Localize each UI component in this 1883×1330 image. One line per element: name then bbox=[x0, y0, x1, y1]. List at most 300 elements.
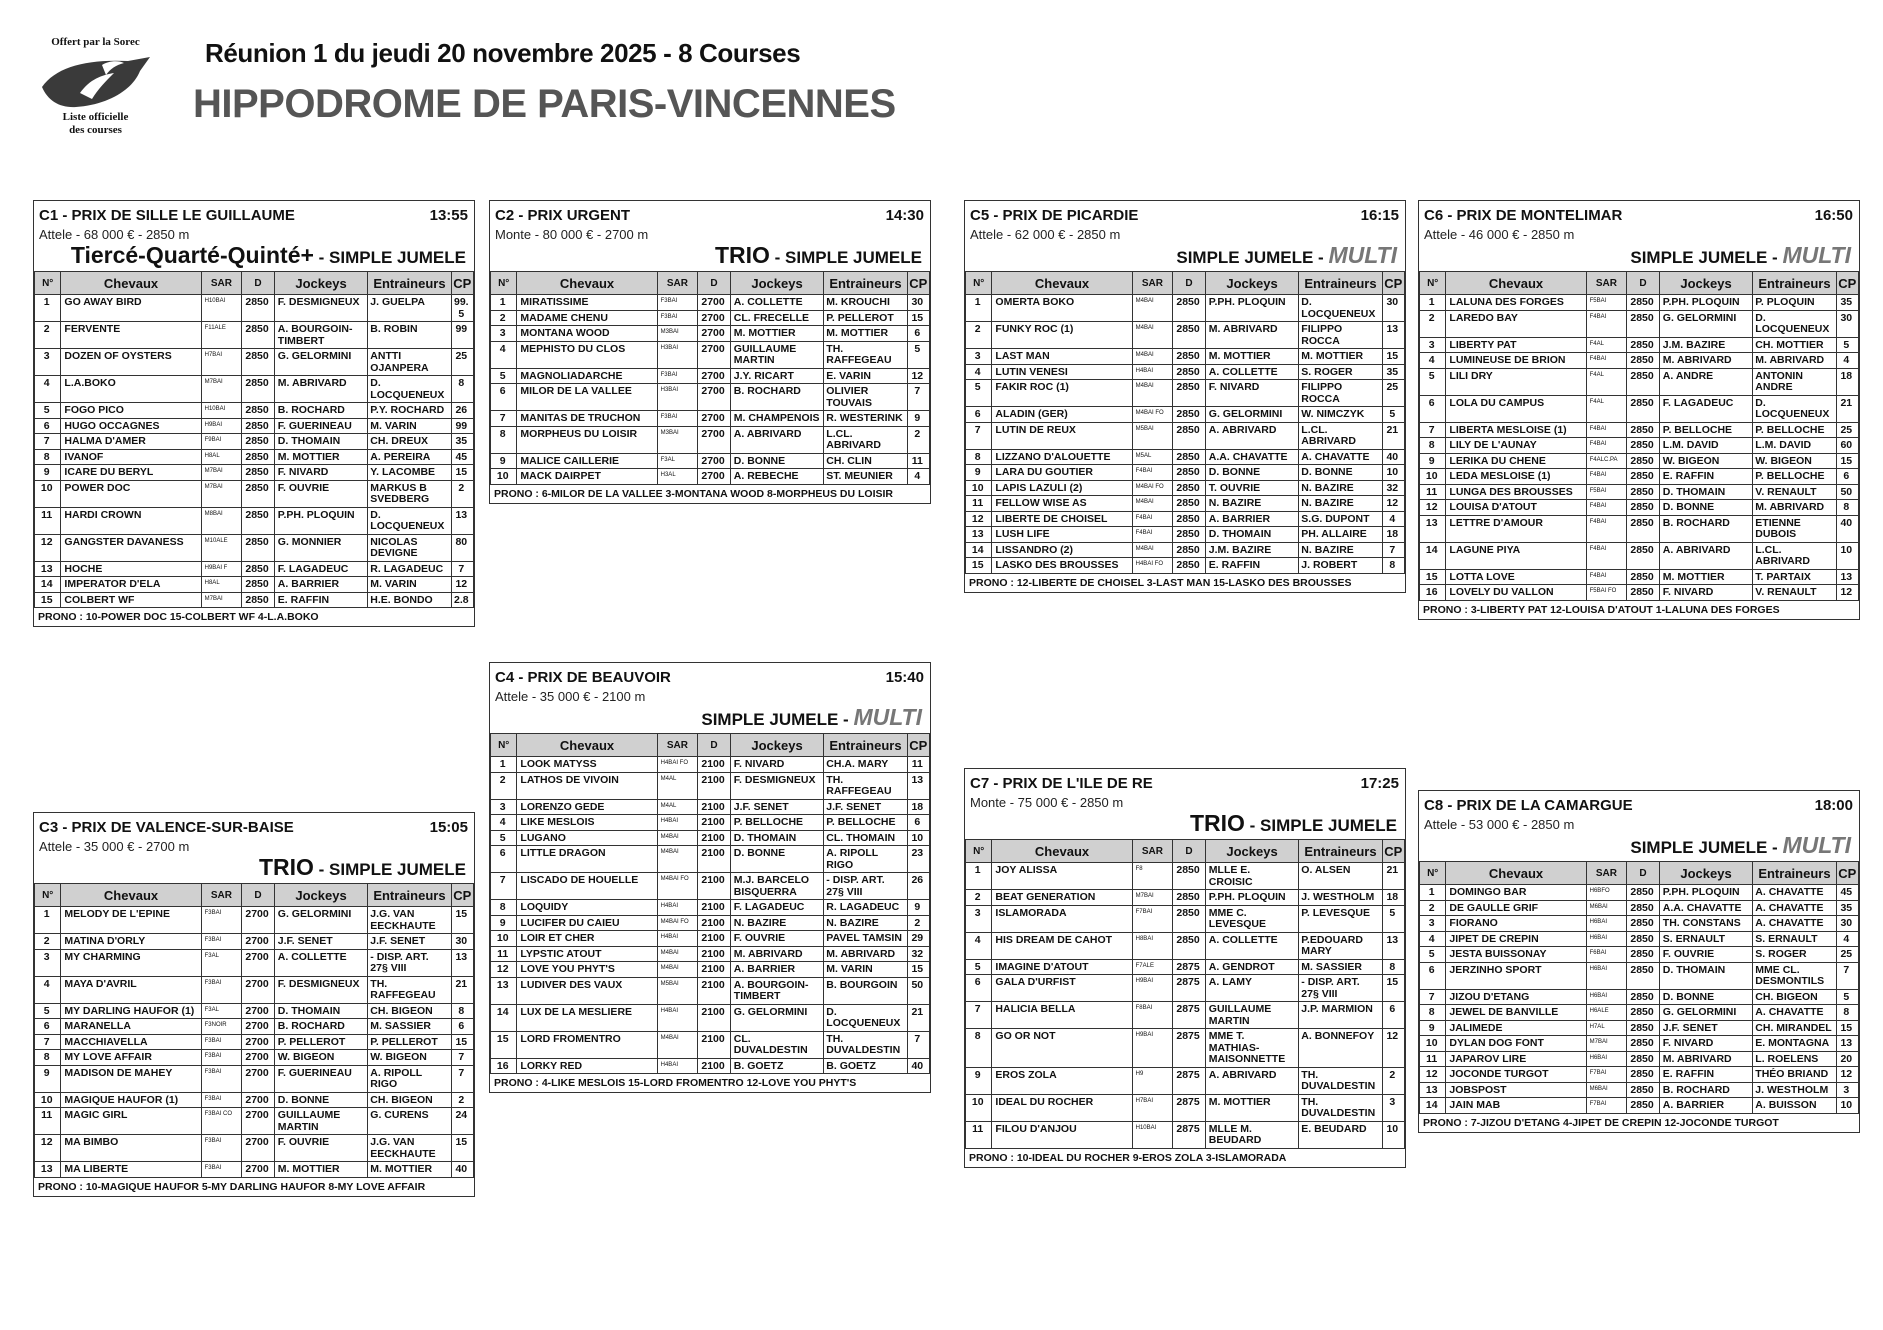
runner-jockey: P.PH. PLOQUIN bbox=[1659, 295, 1752, 311]
runner-sar: M7BAI bbox=[201, 480, 242, 507]
runner-row bbox=[491, 946, 930, 962]
runner-d: 2700 bbox=[698, 295, 731, 311]
runner-d: 2100 bbox=[698, 772, 731, 799]
runner-jockey: F. GUERINEAU bbox=[274, 418, 367, 434]
runner-cp: 7 bbox=[451, 561, 473, 577]
runner-horse: LUGANO bbox=[517, 830, 657, 846]
runner-jockey: G. GELORMINI bbox=[1659, 310, 1752, 337]
runner-n: 3 bbox=[966, 905, 992, 932]
runner-row bbox=[966, 905, 1405, 932]
runner-d: 2100 bbox=[698, 846, 731, 873]
runner-trainer: A. CHAVATTE bbox=[1753, 900, 1836, 916]
runner-trainer: M. MOTTIER bbox=[1299, 349, 1382, 365]
runner-row bbox=[1420, 515, 1859, 542]
runner-d: 2850 bbox=[1627, 1082, 1660, 1098]
runner-n: 9 bbox=[35, 465, 61, 481]
runner-horse: LAST MAN bbox=[992, 349, 1132, 365]
race-header bbox=[1419, 201, 1859, 224]
runner-trainer: S.G. DUPONT bbox=[1299, 511, 1382, 527]
runner-d: 2875 bbox=[1173, 1121, 1206, 1148]
runner-d: 2850 bbox=[1627, 295, 1660, 311]
runner-n: 12 bbox=[966, 511, 992, 527]
runner-jockey: A. ABRIVARD bbox=[730, 426, 823, 453]
runner-horse: LITTLE DRAGON bbox=[517, 846, 657, 873]
runner-cp: 7 bbox=[907, 384, 929, 411]
runner-cp: 12 bbox=[1382, 1029, 1404, 1068]
runner-sar: F4BAI bbox=[1586, 542, 1627, 569]
bet-types bbox=[1419, 832, 1859, 861]
logo-bottom-text-2: des courses bbox=[69, 124, 122, 136]
runner-jockey: P. PELLEROT bbox=[274, 1034, 367, 1050]
runner-horse: LOQUIDY bbox=[517, 900, 657, 916]
runner-row bbox=[1420, 1051, 1859, 1067]
runner-trainer: M. KROUCHI bbox=[824, 295, 907, 311]
runner-horse: JIPET DE CREPIN bbox=[1446, 931, 1586, 947]
runner-sar: M4BAI FO bbox=[1132, 480, 1173, 496]
runner-d: 2850 bbox=[1173, 349, 1206, 365]
runner-trainer: CH. MIRANDEL bbox=[1753, 1020, 1836, 1036]
runner-jockey: A. ABRIVARD bbox=[1659, 542, 1752, 569]
runner-sar: F4BAI bbox=[1586, 469, 1627, 485]
runner-jockey: G. MONNIER bbox=[274, 534, 367, 561]
runner-cp: 25 bbox=[1836, 947, 1858, 963]
runner-sar: H4BAI bbox=[657, 1058, 698, 1074]
runner-trainer: B. GOETZ bbox=[824, 1058, 907, 1074]
runner-row bbox=[491, 341, 930, 368]
race-time: 13:55 bbox=[429, 207, 468, 224]
runner-row bbox=[966, 527, 1405, 543]
runner-sar: F4BAI bbox=[1586, 353, 1627, 369]
race-title bbox=[1424, 797, 1633, 814]
runner-d: 2850 bbox=[1173, 480, 1206, 496]
bet-type-label: TRIO bbox=[714, 242, 770, 268]
race-title bbox=[39, 207, 295, 224]
runner-d: 2850 bbox=[1173, 496, 1206, 512]
runner-d: 2700 bbox=[698, 310, 731, 326]
bet-type-label: - SIMPLE JUMELE bbox=[313, 860, 466, 879]
runner-row bbox=[966, 380, 1405, 407]
runner-trainer: P. LEVESQUE bbox=[1299, 905, 1382, 932]
table-header-row bbox=[35, 884, 474, 907]
runner-horse: LORD FROMENTRO bbox=[517, 1031, 657, 1058]
runner-jockey: GUILLAUME MARTIN bbox=[274, 1108, 367, 1135]
runner-cp: 35 bbox=[1382, 364, 1404, 380]
runner-jockey: MLLE M. BEUDARD bbox=[1205, 1121, 1298, 1148]
runner-d: 2850 bbox=[1627, 337, 1660, 353]
runner-n: 12 bbox=[491, 962, 517, 978]
race-conditions: Attele - 35 000 € - 2100 m bbox=[495, 689, 646, 704]
runner-horse: ALADIN (GER) bbox=[992, 407, 1132, 423]
bet-types bbox=[965, 242, 1405, 271]
runner-row bbox=[966, 349, 1405, 365]
runner-n: 4 bbox=[966, 364, 992, 380]
race-id: C3 - bbox=[39, 819, 72, 836]
runner-cp: 15 bbox=[1836, 453, 1858, 469]
runner-trainer: M. SASSIER bbox=[368, 1019, 451, 1035]
runner-jockey: F. NIVARD bbox=[274, 465, 367, 481]
runner-horse: LORENZO GEDE bbox=[517, 799, 657, 815]
runner-cp: 12 bbox=[907, 368, 929, 384]
race-header bbox=[34, 201, 474, 224]
runner-horse: LUCIFER DU CAIEU bbox=[517, 915, 657, 931]
runner-d: 2850 bbox=[1173, 465, 1206, 481]
runner-sar: F5BAI FO bbox=[1586, 585, 1627, 601]
race-header bbox=[965, 201, 1405, 224]
runner-jockey: A. BARRIER bbox=[1659, 1098, 1752, 1114]
runner-horse: LAREDO BAY bbox=[1446, 310, 1586, 337]
runner-row bbox=[35, 376, 474, 403]
runner-row bbox=[966, 932, 1405, 959]
runner-row bbox=[35, 907, 474, 934]
runner-cp: 15 bbox=[451, 1135, 473, 1162]
runner-n: 11 bbox=[1420, 1051, 1446, 1067]
runner-d: 2850 bbox=[1627, 1005, 1660, 1021]
runner-sar: H7BAI bbox=[201, 349, 242, 376]
runner-cp: 10 bbox=[907, 830, 929, 846]
column-header-jockey: Jockeys bbox=[1659, 862, 1752, 885]
bet-type-label: Quarté bbox=[145, 242, 220, 268]
runner-sar: M4AL bbox=[657, 799, 698, 815]
runner-row bbox=[491, 411, 930, 427]
runner-jockey: E. RAFFIN bbox=[274, 592, 367, 608]
runner-sar: F3AL bbox=[657, 453, 698, 469]
runner-jockey: J.M. BAZIRE bbox=[1659, 337, 1752, 353]
runner-horse: FOGO PICO bbox=[61, 403, 201, 419]
race-name: PRIX URGENT bbox=[527, 207, 631, 224]
runner-n: 13 bbox=[1420, 1082, 1446, 1098]
runner-n: 7 bbox=[966, 1002, 992, 1029]
runner-sar: F8BAI bbox=[1132, 1002, 1173, 1029]
runner-cp: 18 bbox=[907, 799, 929, 815]
runner-d: 2850 bbox=[1173, 449, 1206, 465]
horse-logo-icon bbox=[36, 49, 156, 111]
runner-jockey: G. GELORMINI bbox=[730, 1004, 823, 1031]
runner-cp: 10 bbox=[1836, 542, 1858, 569]
column-header-sar: SAR bbox=[1586, 272, 1627, 295]
runner-sar: F4BAI bbox=[1132, 527, 1173, 543]
race-title bbox=[39, 819, 294, 836]
runner-d: 2850 bbox=[242, 507, 275, 534]
runner-cp: 5 bbox=[1382, 905, 1404, 932]
runner-cp: 21 bbox=[1382, 422, 1404, 449]
runner-n: 5 bbox=[966, 959, 992, 975]
runner-horse: HIS DREAM DE CAHOT bbox=[992, 932, 1132, 959]
runner-cp: 9 bbox=[907, 411, 929, 427]
runner-row bbox=[35, 577, 474, 593]
runner-row bbox=[1420, 1082, 1859, 1098]
runner-cp: 7 bbox=[1382, 542, 1404, 558]
runner-horse: IVANOF bbox=[61, 449, 201, 465]
runner-d: 2850 bbox=[242, 376, 275, 403]
runner-n: 3 bbox=[1420, 337, 1446, 353]
runner-row bbox=[35, 322, 474, 349]
runner-trainer: CH. BIGEON bbox=[1753, 989, 1836, 1005]
runner-horse: LIBERTY PAT bbox=[1446, 337, 1586, 353]
runner-cp: 40 bbox=[451, 1162, 473, 1178]
runner-horse: LILY DE L'AUNAY bbox=[1446, 438, 1586, 454]
runner-jockey: J.M. BAZIRE bbox=[1205, 542, 1298, 558]
runner-jockey: F. LAGADEUC bbox=[1659, 395, 1752, 422]
runner-cp: 21 bbox=[1836, 395, 1858, 422]
runner-cp: 4 bbox=[1836, 353, 1858, 369]
runner-cp: 29 bbox=[907, 931, 929, 947]
column-header-sar: SAR bbox=[1586, 862, 1627, 885]
runner-cp: 5 bbox=[1836, 989, 1858, 1005]
runner-trainer: A. CHAVATTE bbox=[1753, 1005, 1836, 1021]
column-header-jockey: Jockeys bbox=[1205, 272, 1298, 295]
runner-n: 9 bbox=[966, 1067, 992, 1094]
runner-row bbox=[35, 1034, 474, 1050]
runner-horse: ISLAMORADA bbox=[992, 905, 1132, 932]
runner-cp: 8 bbox=[1382, 959, 1404, 975]
runner-n: 4 bbox=[35, 376, 61, 403]
runner-horse: FUNKY ROC (1) bbox=[992, 322, 1132, 349]
runner-cp: 10 bbox=[1382, 1121, 1404, 1148]
runner-cp: 5 bbox=[907, 341, 929, 368]
column-header-d: D bbox=[698, 272, 731, 295]
runner-jockey: D. BONNE bbox=[274, 1092, 367, 1108]
runner-horse: JERZINHO SPORT bbox=[1446, 962, 1586, 989]
runner-row bbox=[1420, 585, 1859, 601]
race-conditions: Attele - 53 000 € - 2850 m bbox=[1424, 817, 1575, 832]
table-header-row bbox=[491, 734, 930, 757]
runner-d: 2875 bbox=[1173, 1029, 1206, 1068]
race-title bbox=[495, 669, 671, 686]
column-header-n: N° bbox=[1420, 862, 1446, 885]
column-header-d: D bbox=[698, 734, 731, 757]
runner-jockey: P.PH. PLOQUIN bbox=[1205, 890, 1298, 906]
runner-row bbox=[966, 496, 1405, 512]
runner-d: 2700 bbox=[242, 1050, 275, 1066]
runner-jockey: M. MOTTIER bbox=[274, 1162, 367, 1178]
runner-trainer: ETIENNE DUBOIS bbox=[1753, 515, 1836, 542]
runner-sar: H6ALE bbox=[1586, 1005, 1627, 1021]
runner-d: 2850 bbox=[1627, 989, 1660, 1005]
race-prono: PRONO : 10-MAGIQUE HAUFOR 5-MY DARLING HAUFOR 8-MY LOVE AFFAIR bbox=[38, 1180, 426, 1193]
runner-cp: 10 bbox=[1382, 465, 1404, 481]
runner-sar: M6BAI bbox=[1586, 1082, 1627, 1098]
runner-d: 2850 bbox=[242, 561, 275, 577]
runner-row bbox=[1420, 353, 1859, 369]
runner-jockey: A. COLLETTE bbox=[730, 295, 823, 311]
runner-d: 2100 bbox=[698, 830, 731, 846]
runner-d: 2850 bbox=[242, 322, 275, 349]
runner-n: 4 bbox=[35, 976, 61, 1003]
logo-bottom-text-1: Liste officielle bbox=[62, 111, 129, 123]
runner-cp: 13 bbox=[1382, 322, 1404, 349]
runner-n: 5 bbox=[966, 380, 992, 407]
column-header-n: N° bbox=[491, 734, 517, 757]
runner-d: 2850 bbox=[1627, 422, 1660, 438]
runner-d: 2100 bbox=[698, 873, 731, 900]
runner-n: 13 bbox=[1420, 515, 1446, 542]
runner-jockey: N. BAZIRE bbox=[1205, 496, 1298, 512]
race-title bbox=[1424, 207, 1622, 224]
runner-n: 7 bbox=[35, 434, 61, 450]
runner-trainer: L.M. DAVID bbox=[1753, 438, 1836, 454]
runner-jockey: G. GELORMINI bbox=[1205, 407, 1298, 423]
runner-jockey: E. RAFFIN bbox=[1659, 469, 1752, 485]
runner-horse: LUDIVER DES VAUX bbox=[517, 977, 657, 1004]
runner-row bbox=[966, 1121, 1405, 1148]
column-header-sar: SAR bbox=[201, 272, 242, 295]
runner-n: 8 bbox=[35, 1050, 61, 1066]
runner-sar: M4BAI bbox=[1132, 295, 1173, 322]
runner-trainer: M. ABRIVARD bbox=[824, 946, 907, 962]
race-id: C4 - bbox=[495, 669, 528, 686]
runner-d: 2850 bbox=[1173, 295, 1206, 322]
runner-n: 8 bbox=[491, 900, 517, 916]
runner-trainer: MARKUS B SVEDBERG bbox=[368, 480, 451, 507]
runner-sar: F3BAI bbox=[201, 1065, 242, 1092]
runner-sar: H9 bbox=[1132, 1067, 1173, 1094]
runner-horse: MORPHEUS DU LOISIR bbox=[517, 426, 657, 453]
race-prono: PRONO : 4-LIKE MESLOIS 15-LORD FROMENTRO 12-LOVE YOU PHYT'S bbox=[494, 1077, 857, 1089]
runner-row bbox=[966, 1002, 1405, 1029]
runner-cp: 99 bbox=[451, 418, 473, 434]
runners-table bbox=[34, 883, 474, 1178]
runner-jockey: M. ABRIVARD bbox=[274, 376, 367, 403]
runner-row bbox=[1420, 422, 1859, 438]
runner-row bbox=[35, 434, 474, 450]
runner-sar: F3AL bbox=[201, 949, 242, 976]
runner-jockey: A. ABRIVARD bbox=[1205, 422, 1298, 449]
runner-trainer: S. ROGER bbox=[1753, 947, 1836, 963]
runner-n: 3 bbox=[491, 326, 517, 342]
runner-row bbox=[1420, 962, 1859, 989]
runner-horse: MAGNOLIADARCHE bbox=[517, 368, 657, 384]
runner-jockey: M. ABRIVARD bbox=[1659, 1051, 1752, 1067]
sorec-logo bbox=[33, 36, 158, 154]
runner-d: 2700 bbox=[698, 384, 731, 411]
runner-row bbox=[1420, 885, 1859, 901]
runner-row bbox=[35, 1092, 474, 1108]
runner-cp: 25 bbox=[451, 349, 473, 376]
runner-row bbox=[491, 469, 930, 485]
runner-cp: 24 bbox=[451, 1108, 473, 1135]
runner-sar: M4BAI bbox=[1132, 496, 1173, 512]
runner-cp: 40 bbox=[1382, 449, 1404, 465]
runner-jockey: G. GELORMINI bbox=[274, 907, 367, 934]
runner-horse: LALUNA DES FORGES bbox=[1446, 295, 1586, 311]
runner-row bbox=[966, 511, 1405, 527]
runner-sar: M4BAI bbox=[1132, 542, 1173, 558]
runner-sar: H6BAI bbox=[1586, 931, 1627, 947]
runner-sar: F3BAI bbox=[657, 368, 698, 384]
race-header bbox=[34, 813, 474, 836]
runner-cp: 50 bbox=[1836, 484, 1858, 500]
runner-sar: H8AL bbox=[201, 449, 242, 465]
runner-cp: 9 bbox=[907, 900, 929, 916]
runner-trainer: D. LOCQUENEUX bbox=[1299, 295, 1382, 322]
runner-n: 8 bbox=[966, 1029, 992, 1068]
runner-row bbox=[1420, 569, 1859, 585]
runner-n: 15 bbox=[966, 558, 992, 574]
runner-row bbox=[491, 815, 930, 831]
runner-d: 2700 bbox=[698, 453, 731, 469]
table-header-row bbox=[491, 272, 930, 295]
runner-n: 14 bbox=[35, 577, 61, 593]
race-name: PRIX DE LA CAMARGUE bbox=[1456, 797, 1633, 814]
runner-sar: F7BAI bbox=[1586, 1098, 1627, 1114]
runner-horse: LYPSTIC ATOUT bbox=[517, 946, 657, 962]
runner-trainer: TH. RAFFEGEAU bbox=[824, 772, 907, 799]
runner-cp: 50 bbox=[907, 977, 929, 1004]
bet-type-label: - SIMPLE JUMELE bbox=[313, 248, 466, 267]
runner-trainer: MME CL. DESMONTILS bbox=[1753, 962, 1836, 989]
runner-jockey: J.F. SENET bbox=[274, 934, 367, 950]
runner-cp: 15 bbox=[451, 1034, 473, 1050]
table-header-row bbox=[1420, 862, 1859, 885]
runner-d: 2700 bbox=[242, 907, 275, 934]
runner-jockey: D. THOMAIN bbox=[274, 434, 367, 450]
runner-d: 2875 bbox=[1173, 1002, 1206, 1029]
runner-jockey: F. NIVARD bbox=[1659, 585, 1752, 601]
runner-jockey: CL. FRECELLE bbox=[730, 310, 823, 326]
runner-n: 15 bbox=[1420, 569, 1446, 585]
runner-sar: F3BAI bbox=[201, 1135, 242, 1162]
runner-jockey: A.A. CHAVATTE bbox=[1205, 449, 1298, 465]
runner-n: 10 bbox=[1420, 1036, 1446, 1052]
runner-jockey: D. BONNE bbox=[1659, 989, 1752, 1005]
runner-sar: H4BAI bbox=[657, 900, 698, 916]
runner-d: 2700 bbox=[242, 1135, 275, 1162]
runner-horse: LORKY RED bbox=[517, 1058, 657, 1074]
runner-trainer: D. LOCQUENEUX bbox=[368, 376, 451, 403]
runner-cp: 2 bbox=[907, 915, 929, 931]
runner-trainer: - DISP. ART. 27§ VIII bbox=[368, 949, 451, 976]
runner-sar: F7BAI bbox=[1132, 905, 1173, 932]
runner-trainer: D. LOCQUENEUX bbox=[1753, 310, 1836, 337]
bet-types bbox=[34, 854, 474, 883]
runner-n: 2 bbox=[35, 934, 61, 950]
runner-horse: MAGIQUE HAUFOR (1) bbox=[61, 1092, 201, 1108]
runner-horse: L.A.BOKO bbox=[61, 376, 201, 403]
column-header-trainer: Entraineurs bbox=[824, 272, 907, 295]
runner-cp: 18 bbox=[1836, 368, 1858, 395]
runner-n: 5 bbox=[491, 368, 517, 384]
runner-sar: H10BAI bbox=[1132, 1121, 1173, 1148]
bet-type-label: TRIO bbox=[258, 854, 314, 880]
runner-sar: H3BAI bbox=[657, 384, 698, 411]
runner-d: 2850 bbox=[242, 349, 275, 376]
runner-d: 2850 bbox=[1627, 1067, 1660, 1083]
runner-trainer: A. CHAVATTE bbox=[1299, 449, 1382, 465]
race-time: 18:00 bbox=[1814, 797, 1853, 814]
race-conditions: Monte - 80 000 € - 2700 m bbox=[495, 227, 649, 242]
runner-d: 2850 bbox=[242, 577, 275, 593]
runner-sar: M4BAI FO bbox=[1132, 407, 1173, 423]
runner-horse: GANGSTER DAVANESS bbox=[61, 534, 201, 561]
race-id: C7 - bbox=[970, 775, 1003, 792]
runner-sar: M4BAI bbox=[657, 946, 698, 962]
runner-sar: H8BAI bbox=[1132, 932, 1173, 959]
column-header-trainer: Entraineurs bbox=[1299, 840, 1382, 863]
runner-cp: 2 bbox=[1382, 1067, 1404, 1094]
runner-horse: MAGIC GIRL bbox=[61, 1108, 201, 1135]
runner-horse: LIZZANO D'ALOUETTE bbox=[992, 449, 1132, 465]
runner-cp: 15 bbox=[1836, 1020, 1858, 1036]
runner-horse: IMPERATOR D'ELA bbox=[61, 577, 201, 593]
runner-jockey: F. OUVRIE bbox=[730, 931, 823, 947]
runner-trainer: TH. RAFFEGEAU bbox=[368, 976, 451, 1003]
runner-trainer: M. MOTTIER bbox=[824, 326, 907, 342]
runner-d: 2850 bbox=[242, 480, 275, 507]
runner-row bbox=[491, 915, 930, 931]
runner-n: 1 bbox=[35, 907, 61, 934]
runner-n: 8 bbox=[1420, 438, 1446, 454]
runner-n: 16 bbox=[491, 1058, 517, 1074]
